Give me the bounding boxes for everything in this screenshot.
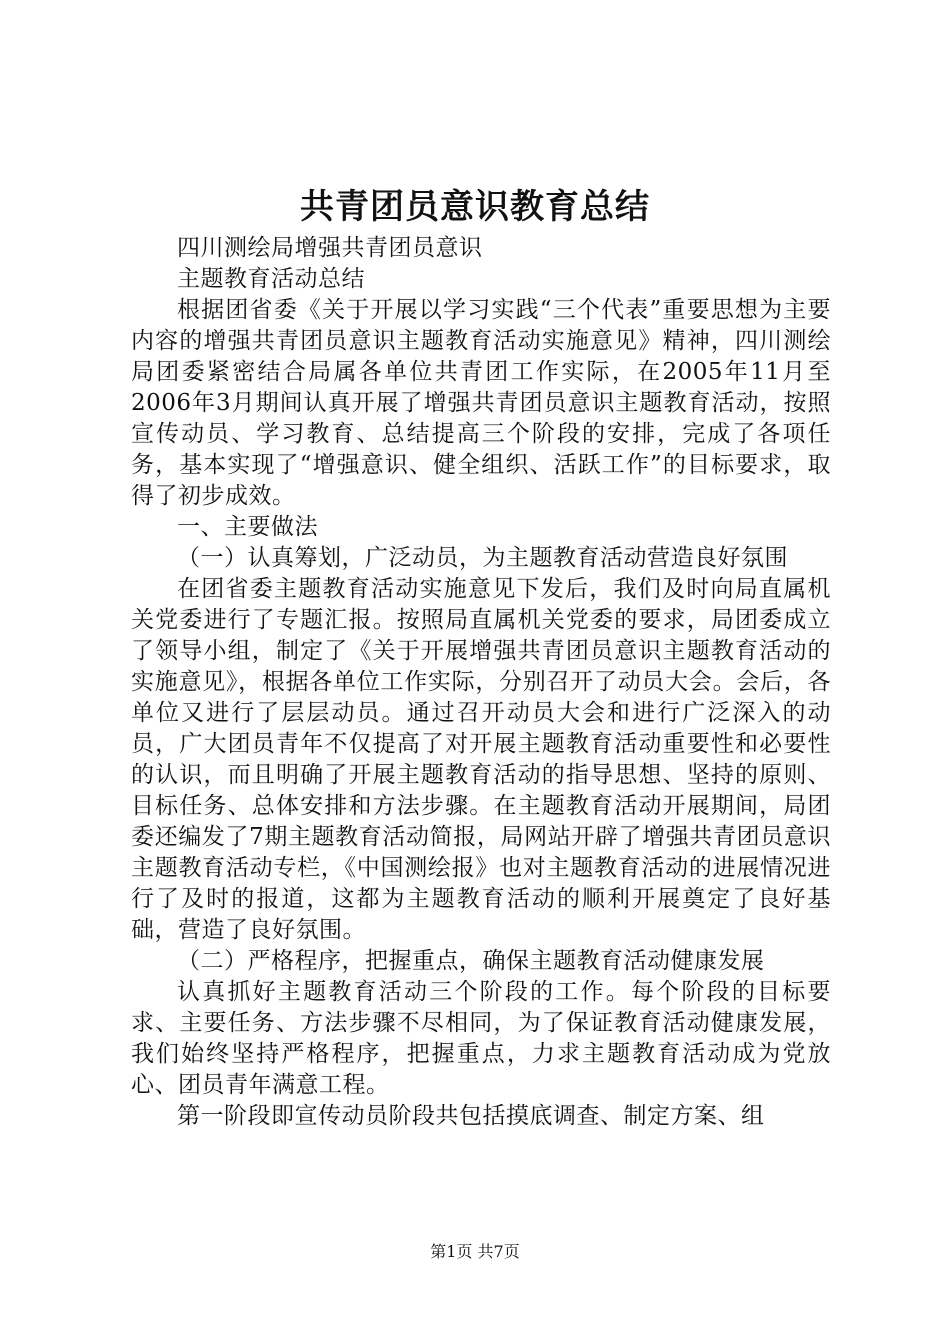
page-footer: 第1页 共7页 (430, 1242, 520, 1261)
paragraph-subsection-1: 在团省委主题教育活动实施意见下发后，我们及时向局直属机关党委进行了专题汇报。按照局直属机关党委的要求，局团委成立了领导小组，制定了《关于开展增强共青团员意识主题教育活动的实施意见》，根据各单位工作实际，分别召开了动员大会。会后，各单位又进行了层层动员。通过召开动员大会和进行广泛深入的动员，广大团员青年不仅提高了对开展主题教育活动重要性和必要性的认识，而且明确了开展主题教育活动的指导思想、坚持的原则、目标任务、总体安排和方法步骤。在主题教育活动开展期间，局团委还编发了7期主题教育活动简报，局网站开辟了增强共青团员意识主题教育活动专栏，《中国测绘报》也对主题教育活动的进展情况进行了及时的报道，这都为主题教育活动的顺利开展奠定了良好基础，营造了良好氛围。 (131, 576, 831, 943)
paragraph-subsection-2: 认真抓好主题教育活动三个阶段的工作。每个阶段的目标要求、主要任务、方法步骤不尽相同，为了保证教育活动健康发展，我们始终坚持严格程序，把握重点，力求主题教育活动成为党放心、团员青年满意工程。 (131, 979, 831, 1098)
subsection-heading-1: （一）认真筹划，广泛动员，为主题教育活动营造良好氛围 (177, 545, 788, 571)
paragraph-intro: 根据团省委《关于开展以学习实践“三个代表”重要思想为主要内容的增强共青团员意识主题教育活动实施意见》精神，四川测绘局团委紧密结合局属各单位共青团工作实际，在2005年11月至2006年3月期间认真开展了增强共青团员意识主题教育活动，按照宣传动员、学习教育、总结提高三个阶段的安排，完成了各项任务，基本实现了“增强意识、健全组织、活跃工作”的目标要求，取得了初步成效。 (131, 297, 831, 509)
paragraph-subtitle-line1: 四川测绘局增强共青团员意识 (177, 235, 483, 261)
subsection-heading-2: （二）严格程序，把握重点，确保主题教育活动健康发展 (177, 948, 765, 974)
document-body (131, 233, 831, 1132)
document-title: 共青团员意识教育总结 (300, 187, 650, 227)
section-heading-main-methods: 一、主要做法 (177, 514, 318, 540)
paragraph-stage-one: 第一阶段即宣传动员阶段共包括摸底调查、制定方案、组 (177, 1103, 765, 1129)
paragraph-subtitle-line2: 主题教育活动总结 (177, 266, 365, 292)
